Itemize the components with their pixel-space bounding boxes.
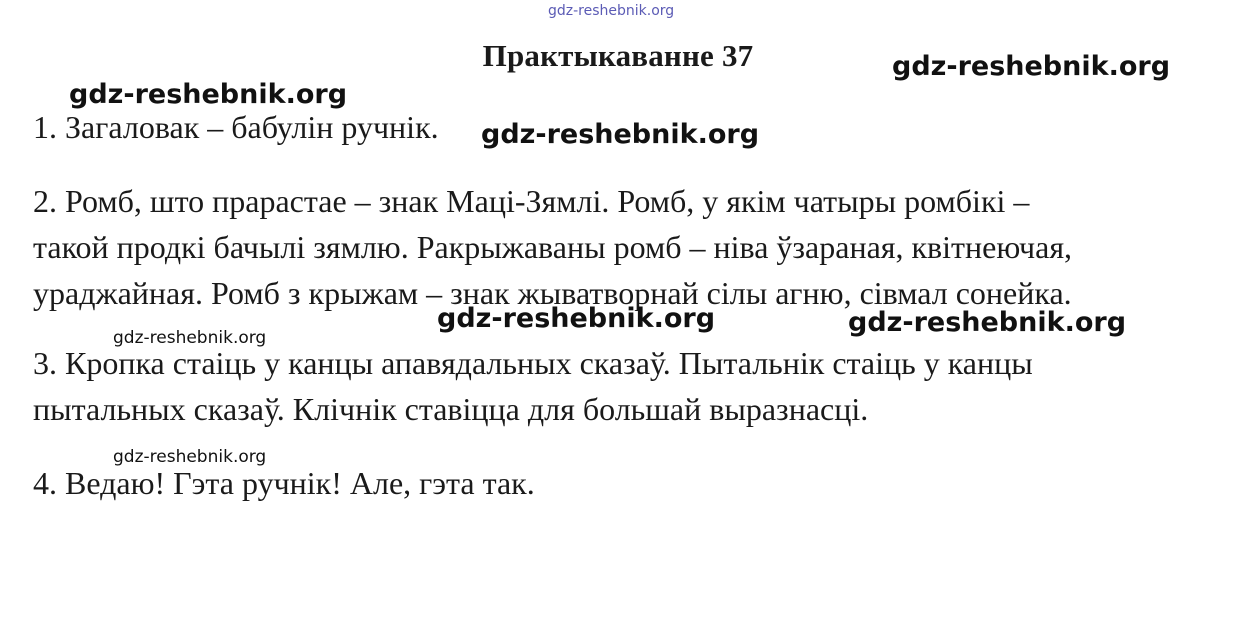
answer-2 bbox=[33, 178, 1072, 316]
watermark: gdz-reshebnik.org bbox=[892, 51, 1171, 82]
answer-3-line: 3. Кропка стаіць у канцы апавядальных сказаў. Пытальнік стаіць у канцы bbox=[33, 345, 1033, 381]
answer-3 bbox=[33, 340, 1033, 432]
watermark: gdz-reshebnik.org bbox=[69, 79, 348, 110]
watermark: gdz-reshebnik.org bbox=[848, 307, 1127, 338]
watermark: gdz-reshebnik.org bbox=[113, 447, 267, 467]
answer-4-line: 4. Ведаю! Гэта ручнік! Але, гэта так. bbox=[33, 465, 535, 501]
page-title: Практыкаванне 37 bbox=[482, 38, 754, 73]
answer-1 bbox=[33, 104, 439, 150]
answer-3-line: пытальных сказаў. Клічнік ставіцца для большай выразнасці. bbox=[33, 391, 869, 427]
watermark: gdz-reshebnik.org bbox=[113, 328, 267, 348]
watermark: gdz-reshebnik.org bbox=[437, 303, 716, 334]
watermark: gdz-reshebnik.org bbox=[481, 119, 760, 150]
answer-2-line: 2. Ромб, што прарастае – знак Маці-Зямлі. Ромб, у якім чатыры ромбікі – bbox=[33, 183, 1030, 219]
watermark-top: gdz-reshebnik.org bbox=[548, 3, 675, 19]
answer-1-line: 1. Загаловак – бабулін ручнік. bbox=[33, 109, 439, 145]
answer-2-line: такой продкі бачылі зямлю. Ракрыжаваны ромб – ніва ўзараная, квітнеючая, bbox=[33, 229, 1073, 265]
answer-2-line: ураджайная. Ромб з крыжам – знак жыватворнай сілы агню, сівмал сонейка. bbox=[33, 275, 1072, 311]
answer-4 bbox=[33, 460, 535, 506]
